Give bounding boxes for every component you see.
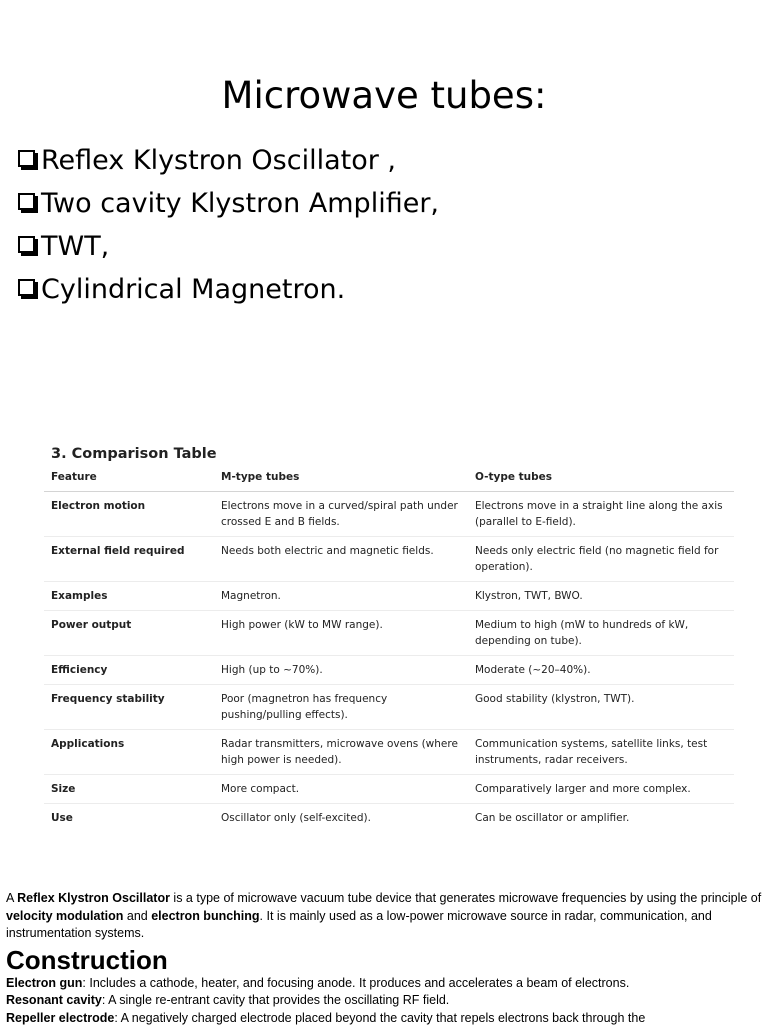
- m-type-cell: Poor (magnetron has frequency pushing/pulling effects).: [214, 685, 468, 730]
- o-type-cell: Electrons move in a straight line along the axis (parallel to E-field).: [468, 492, 734, 537]
- feature-cell: Applications: [44, 730, 214, 775]
- checkbox-bullet-icon: [18, 279, 35, 296]
- o-type-cell: Can be oscillator or amplifier.: [468, 804, 734, 833]
- slide-title: Microwave tubes:: [0, 74, 768, 117]
- checkbox-bullet-icon: [18, 150, 35, 167]
- comparison-table-section: [44, 446, 734, 832]
- m-type-cell: More compact.: [214, 775, 468, 804]
- feature-cell: Frequency stability: [44, 685, 214, 730]
- table-row: [44, 730, 734, 775]
- term-electron-bunching: electron bunching: [151, 909, 259, 923]
- feature-cell: Efficiency: [44, 656, 214, 685]
- feature-cell: External field required: [44, 537, 214, 582]
- construction-item: Electron gun: Includes a cathode, heater, and focusing anode. It produces and accelerates a beam of electrons.: [6, 975, 762, 993]
- construction-item: Repeller electrode: A negatively charged electrode placed beyond the cavity that repels electrons back through the: [6, 1010, 762, 1027]
- feature-cell: Electron motion: [44, 492, 214, 537]
- list-item-label: Reflex Klystron Oscillator ,: [41, 139, 396, 182]
- table-row: [44, 582, 734, 611]
- o-type-cell: Comparatively larger and more complex.: [468, 775, 734, 804]
- table-header-row: [44, 468, 734, 492]
- m-type-cell: Radar transmitters, microwave ovens (where high power is needed).: [214, 730, 468, 775]
- feature-cell: Size: [44, 775, 214, 804]
- m-type-cell: High (up to ~70%).: [214, 656, 468, 685]
- checkbox-bullet-icon: [18, 193, 35, 210]
- table-row: [44, 804, 734, 833]
- table-row: [44, 685, 734, 730]
- feature-cell: Power output: [44, 611, 214, 656]
- list-item: [18, 225, 439, 268]
- list-item: [18, 139, 439, 182]
- construction-heading: Construction: [6, 945, 762, 975]
- table-row: [44, 611, 734, 656]
- description-section: [6, 890, 762, 1027]
- term-reflex-klystron: Reflex Klystron Oscillator: [17, 891, 170, 905]
- m-type-cell: High power (kW to MW range).: [214, 611, 468, 656]
- comparison-table: [44, 468, 734, 832]
- o-type-cell: Klystron, TWT, BWO.: [468, 582, 734, 611]
- construction-item: Resonant cavity: A single re-entrant cavity that provides the oscillating RF field.: [6, 992, 762, 1010]
- feature-cell: Use: [44, 804, 214, 833]
- o-type-cell: Medium to high (mW to hundreds of kW, depending on tube).: [468, 611, 734, 656]
- list-item-label: Cylindrical Magnetron.: [41, 268, 345, 311]
- m-type-cell: Magnetron.: [214, 582, 468, 611]
- o-type-cell: Good stability (klystron, TWT).: [468, 685, 734, 730]
- list-item: [18, 182, 439, 225]
- m-type-cell: Needs both electric and magnetic fields.: [214, 537, 468, 582]
- o-type-cell: Moderate (~20–40%).: [468, 656, 734, 685]
- table-row: [44, 537, 734, 582]
- list-item: [18, 268, 439, 311]
- list-item-label: TWT,: [41, 225, 109, 268]
- column-header: O-type tubes: [468, 468, 734, 492]
- intro-paragraph: A Reflex Klystron Oscillator is a type of microwave vacuum tube device that generates microwave frequencies by using the principle of velocity modulation and electron bunching. It is mainly used as a low-power microwave source in radar, communication, and instrumentation systems.: [6, 890, 762, 943]
- column-header: M-type tubes: [214, 468, 468, 492]
- o-type-cell: Communication systems, satellite links, test instruments, radar receivers.: [468, 730, 734, 775]
- o-type-cell: Needs only electric field (no magnetic field for operation).: [468, 537, 734, 582]
- m-type-cell: Oscillator only (self-excited).: [214, 804, 468, 833]
- comparison-heading: 3. Comparison Table: [51, 446, 734, 462]
- table-row: [44, 656, 734, 685]
- list-item-label: Two cavity Klystron Amplifier,: [41, 182, 439, 225]
- checkbox-bullet-icon: [18, 236, 35, 253]
- table-row: [44, 492, 734, 537]
- feature-cell: Examples: [44, 582, 214, 611]
- column-header: Feature: [44, 468, 214, 492]
- m-type-cell: Electrons move in a curved/spiral path under crossed E and B fields.: [214, 492, 468, 537]
- table-row: [44, 775, 734, 804]
- tube-list: [18, 139, 439, 311]
- term-velocity-modulation: velocity modulation: [6, 909, 123, 923]
